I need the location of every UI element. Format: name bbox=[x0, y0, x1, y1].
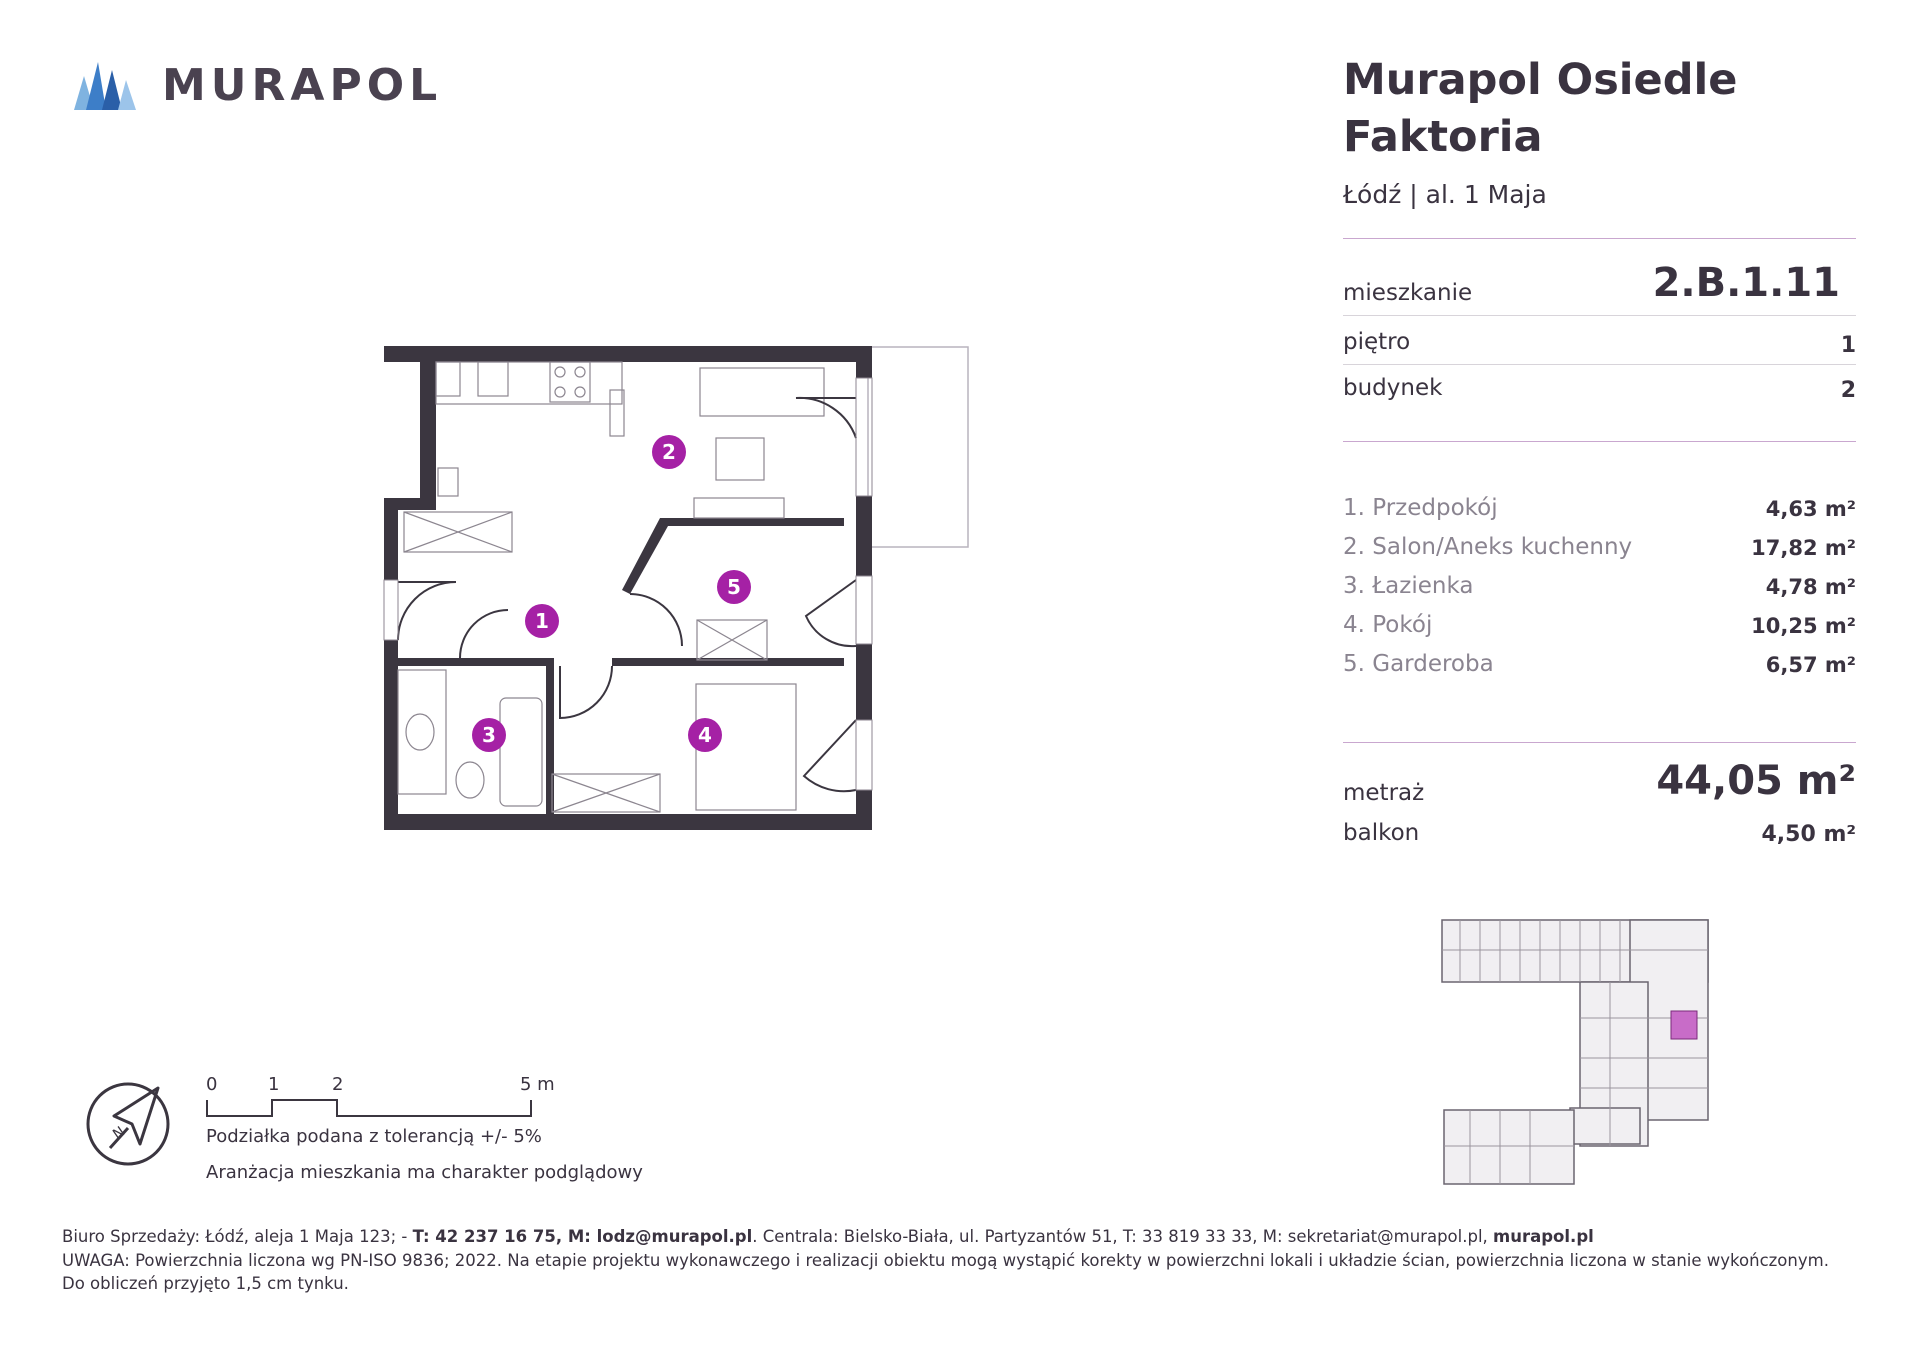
room-label: 1. Przedpokój bbox=[1343, 495, 1498, 521]
scale-tick: 5 m bbox=[520, 1074, 555, 1095]
balcony-value: 4,50 m² bbox=[1761, 822, 1856, 847]
footer-headquarters: . Centrala: Bielsko-Biała, ul. Partyzantów 51, T: 33 819 33 33, M: sekretariat@murapol.pl, bbox=[752, 1227, 1494, 1246]
footer-plaster-note: Do obliczeń przyjęto 1,5 cm tynku. bbox=[62, 1274, 349, 1293]
room-area: 10,25 m² bbox=[1751, 614, 1856, 638]
room-area: 17,82 m² bbox=[1751, 536, 1856, 560]
brand-name: MURAPOL bbox=[162, 60, 443, 111]
scale-note-tolerance: Podziałka podana z tolerancją +/- 5% bbox=[206, 1126, 542, 1147]
apartment-label: mieszkanie bbox=[1343, 280, 1473, 306]
floor-label: piętro bbox=[1343, 329, 1411, 355]
scale-note-arrangement: Aranżacja mieszkania ma charakter podglądowy bbox=[206, 1162, 643, 1183]
doors bbox=[398, 398, 856, 791]
svg-text:N: N bbox=[110, 1123, 128, 1143]
room-area: 6,57 m² bbox=[1765, 653, 1856, 677]
footer-office: Biuro Sprzedaży: Łódź, aleja 1 Maja 123; - bbox=[62, 1227, 413, 1246]
room-label: 2. Salon/Aneks kuchenny bbox=[1343, 534, 1633, 560]
room-marker: 3 bbox=[472, 718, 506, 752]
floor-value: 1 bbox=[1840, 333, 1856, 358]
project-title-line1: Murapol Osiedle bbox=[1343, 55, 1738, 105]
total-area-label: metraż bbox=[1343, 780, 1425, 806]
divider bbox=[1343, 238, 1856, 239]
walls bbox=[384, 346, 872, 830]
balcony-outline bbox=[858, 347, 968, 547]
room-marker: 1 bbox=[525, 604, 559, 638]
building-key-plan-icon bbox=[1440, 918, 1710, 1186]
footer-notice: UWAGA: Powierzchnia liczona wg PN-ISO 9836; 2022. Na etapie projektu wykonawczego i realizacji obiektu mogą wystąpić korekty w powierzchni lokali i układzie ścian, powierzchnia liczona w stanie wykończonym. bbox=[62, 1251, 1829, 1270]
total-area-value: 44,05 m² bbox=[1656, 758, 1856, 804]
footer-contact bbox=[62, 1227, 1594, 1246]
floor-plan bbox=[370, 335, 1000, 835]
scale-tick: 2 bbox=[332, 1074, 344, 1095]
apartment-value: 2.B.1.11 bbox=[1652, 260, 1840, 306]
brand-logo bbox=[74, 60, 442, 111]
scale-tick: 1 bbox=[268, 1074, 280, 1095]
footer-phone-email: T: 42 237 16 75, M: lodz@murapol.pl bbox=[412, 1227, 753, 1246]
divider bbox=[1343, 364, 1856, 365]
compass-north-icon bbox=[84, 1078, 174, 1170]
murapol-logo-icon bbox=[74, 62, 140, 110]
room-label: 4. Pokój bbox=[1343, 612, 1433, 638]
room-marker: 2 bbox=[652, 435, 686, 469]
project-address: Łódź | al. 1 Maja bbox=[1343, 180, 1547, 209]
divider bbox=[1343, 315, 1856, 316]
room-marker: 5 bbox=[717, 570, 751, 604]
room-marker: 4 bbox=[688, 718, 722, 752]
scale-tick: 0 bbox=[206, 1074, 218, 1095]
room-label: 5. Garderoba bbox=[1343, 651, 1494, 677]
project-title-line2: Faktoria bbox=[1343, 112, 1543, 162]
room-label: 3. Łazienka bbox=[1343, 573, 1474, 599]
divider bbox=[1343, 742, 1856, 743]
building-label: budynek bbox=[1343, 375, 1443, 401]
furniture bbox=[398, 362, 824, 812]
scale-bar bbox=[205, 1096, 535, 1120]
room-area: 4,63 m² bbox=[1765, 497, 1856, 521]
balcony-label: balkon bbox=[1343, 820, 1420, 846]
building-value: 2 bbox=[1840, 378, 1856, 403]
divider bbox=[1343, 441, 1856, 442]
room-area: 4,78 m² bbox=[1765, 575, 1856, 599]
project-title bbox=[1343, 52, 1783, 166]
footer-website-link[interactable]: murapol.pl bbox=[1493, 1227, 1594, 1246]
